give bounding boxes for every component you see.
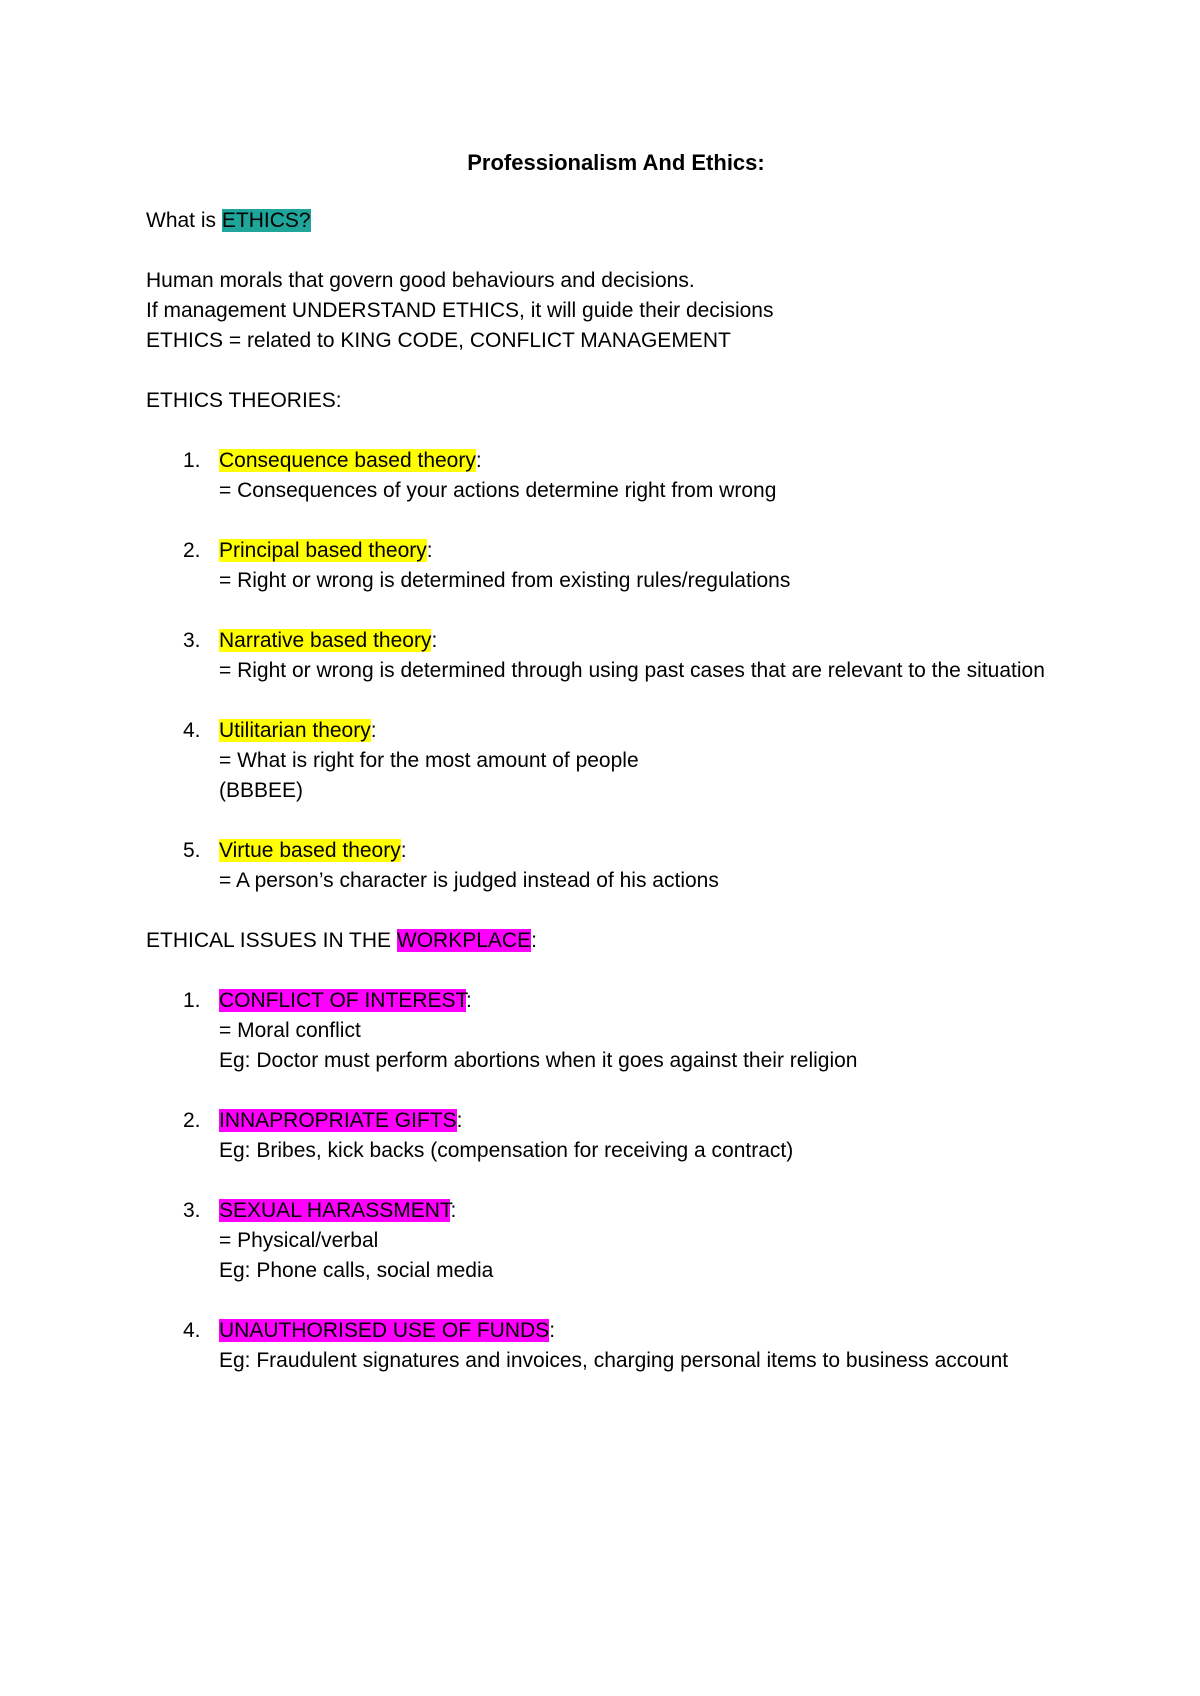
term-suffix: :: [400, 839, 407, 862]
highlighted-term: Utilitarian theory: [219, 719, 371, 742]
list-item-detail: Eg: Fraudulent signatures and invoices, charging personal items to business account: [219, 1349, 1009, 1372]
theory-item: [146, 836, 1086, 896]
highlighted-term: Principal based theory: [219, 539, 427, 562]
list-item-title: [219, 716, 1086, 746]
list-item-detail: Eg: Bribes, kick backs (compensation for receiving a contract): [219, 1139, 794, 1162]
ethics-question: [146, 206, 1086, 236]
list-number: 2.: [183, 539, 201, 562]
theory-item: [146, 536, 1086, 596]
intro-line: Human morals that govern good behaviours and decisions.: [146, 269, 695, 292]
term-suffix: :: [465, 989, 472, 1012]
term-suffix: :: [456, 1109, 463, 1132]
workplace-highlight: WORKPLACE: [396, 929, 532, 952]
term-suffix: :: [450, 1199, 457, 1222]
issues-heading-prefix: ETHICAL ISSUES IN THE: [146, 929, 397, 952]
list-number: 3.: [183, 629, 201, 652]
highlighted-term: CONFLICT OF INTEREST: [219, 989, 466, 1012]
term-suffix: :: [549, 1319, 556, 1342]
list-number: 2.: [183, 1109, 201, 1132]
list-number: 4.: [183, 719, 201, 742]
list-item-title: [219, 836, 1086, 866]
list-item-title: [219, 1316, 1086, 1346]
list-item-title: [219, 986, 1086, 1016]
issues-heading: [146, 926, 1086, 956]
term-suffix: :: [426, 539, 433, 562]
list-number: 1.: [183, 449, 201, 472]
list-item-detail: = What is right for the most amount of people: [219, 749, 639, 772]
list-item-detail: = Moral conflict: [219, 1019, 361, 1042]
question-prefix: What is: [146, 209, 222, 232]
list-item-detail: = A person’s character is judged instead of his actions: [219, 869, 719, 892]
list-item-title: [219, 536, 1086, 566]
list-item-detail: Eg: Doctor must perform abortions when it goes against their religion: [219, 1049, 858, 1072]
highlighted-term: Virtue based theory: [219, 839, 401, 862]
list-number: 3.: [183, 1199, 201, 1222]
highlighted-term: Narrative based theory: [219, 629, 432, 652]
issues-heading-suffix: :: [531, 929, 537, 952]
list-item-detail: = Right or wrong is determined from existing rules/regulations: [219, 569, 791, 592]
list-item-title: [219, 626, 1086, 656]
list-item-detail: (BBBEE): [219, 779, 304, 802]
page-title: Professionalism And Ethics:: [467, 150, 765, 175]
list-number: 4.: [183, 1319, 201, 1342]
list-item-title: [219, 1196, 1086, 1226]
theory-item: [146, 626, 1086, 686]
list-item-detail: = Consequences of your actions determine right from wrong: [219, 479, 777, 502]
list-item-title: [219, 1106, 1086, 1136]
theory-item: [146, 716, 1086, 806]
highlighted-term: SEXUAL HARASSMENT: [219, 1199, 451, 1222]
list-item-title: [219, 446, 1086, 476]
term-suffix: :: [475, 449, 482, 472]
highlighted-term: Consequence based theory: [219, 449, 476, 472]
term-suffix: :: [431, 629, 438, 652]
theories-list: [146, 446, 1086, 896]
document-body: [146, 148, 1086, 1406]
ethics-highlight: ETHICS?: [221, 209, 311, 232]
theory-item: [146, 446, 1086, 506]
theories-heading: ETHICS THEORIES:: [146, 389, 342, 412]
intro-line: ETHICS = related to KING CODE, CONFLICT MANAGEMENT: [146, 329, 731, 352]
list-item-detail: = Right or wrong is determined through using past cases that are relevant to the situation: [219, 659, 1045, 682]
issue-item: [146, 1106, 1086, 1166]
highlighted-term: UNAUTHORISED USE OF FUNDS: [219, 1319, 550, 1342]
issues-list: [146, 986, 1086, 1376]
issue-item: [146, 1196, 1086, 1286]
highlighted-term: INNAPROPRIATE GIFTS: [219, 1109, 457, 1132]
list-item-detail: Eg: Phone calls, social media: [219, 1259, 494, 1282]
list-number: 5.: [183, 839, 201, 862]
list-item-detail: = Physical/verbal: [219, 1229, 379, 1252]
list-number: 1.: [183, 989, 201, 1012]
intro-line: If management UNDERSTAND ETHICS, it will guide their decisions: [146, 299, 774, 322]
issue-item: [146, 1316, 1086, 1376]
term-suffix: :: [370, 719, 377, 742]
issue-item: [146, 986, 1086, 1076]
